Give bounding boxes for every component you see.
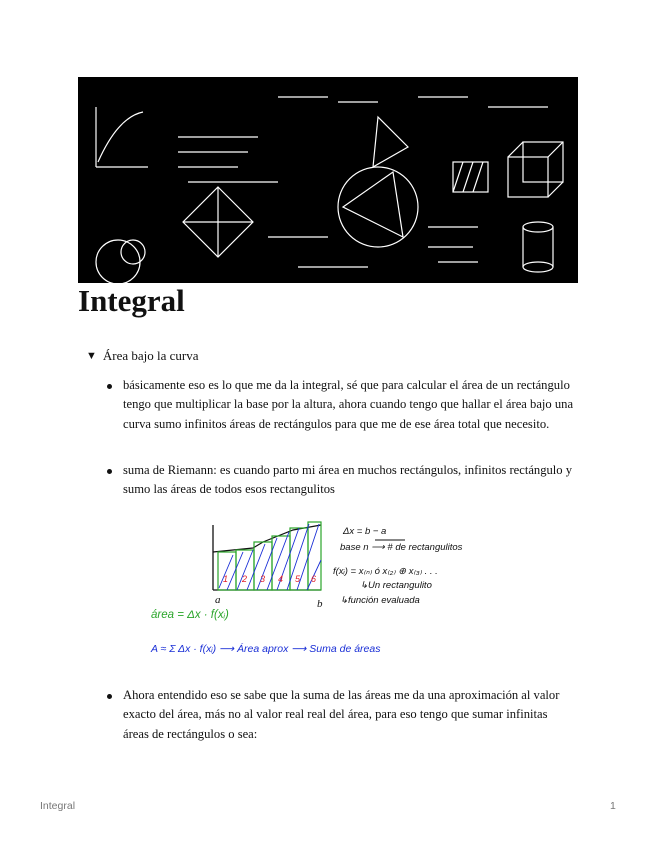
- riemann-sum-sketch: [143, 510, 473, 675]
- list-item-text: suma de Riemann: es cuando parto mi área en muchos rectángulos, infinitos rectángulo y sumo las áreas de todos esos rectangulitos: [123, 463, 573, 497]
- formula-f: f(xᵢ) = x₍ₙ₎ ó x₍₂₎ ⊕ x₍₃₎ . . .: [333, 566, 438, 577]
- rect-number: 3: [260, 574, 266, 584]
- formula-delta-den: base n ⟶ # de rectangulitos: [340, 542, 463, 553]
- page-title: Integral: [78, 283, 185, 318]
- label-a: a: [215, 594, 221, 606]
- area-formula: área = Δx · f(xᵢ): [151, 609, 229, 621]
- rect-number: 6: [311, 574, 317, 584]
- sketch-rectangles: [218, 522, 321, 590]
- list-item: [105, 686, 575, 744]
- bullet-icon: [107, 469, 112, 474]
- bullet-icon: [107, 384, 112, 389]
- rect-number: 2: [242, 574, 248, 584]
- header-banner-image: [78, 77, 578, 283]
- bullet-list: [105, 461, 575, 500]
- rect-number: 5: [295, 574, 301, 584]
- sketch-curve: [213, 525, 321, 552]
- bullet-list: [105, 376, 575, 434]
- list-item-text: básicamente eso es lo que me da la integral, sé que para calcular el área de un rectángulo tengo que multiplicar la base por la altura, ahora cuando tengo que hallar el área bajo una curva sumo infinitos áreas de rectángulos para que me de ese área total que necesito.: [123, 378, 574, 431]
- rect-number: 4: [278, 574, 284, 584]
- page-number: 1: [610, 800, 616, 812]
- list-item: [105, 461, 575, 500]
- bullet-icon: [107, 694, 112, 699]
- toggle-label: Área bajo la curva: [102, 348, 199, 363]
- list-item: [105, 376, 575, 434]
- footer-title: Integral: [40, 800, 76, 812]
- sum-formula: A ≈ Σ Δx · f(xᵢ) ⟶ Área aprox ⟶ Suma de áreas: [151, 643, 381, 655]
- label-b: b: [317, 598, 323, 610]
- toggle-area-bajo-curva[interactable]: [86, 348, 199, 364]
- note-rectangulito: ↳Un rectangulito: [360, 580, 432, 591]
- rect-number: 1: [223, 574, 229, 584]
- list-item-text: Ahora entendido eso se sabe que la suma de las áreas me da una aproximación al valor exacto del área, más no al valor real real del área, para eso tengo que sumar infinitas áreas de rectángulos o sea:: [123, 688, 560, 741]
- bullet-list: [105, 686, 575, 744]
- sketch-hatching: [219, 524, 321, 590]
- triangle-down-icon: ▼: [86, 350, 97, 362]
- formula-delta: Δx = b − a: [343, 526, 387, 537]
- note-funcion: ↳función evaluada: [340, 595, 420, 606]
